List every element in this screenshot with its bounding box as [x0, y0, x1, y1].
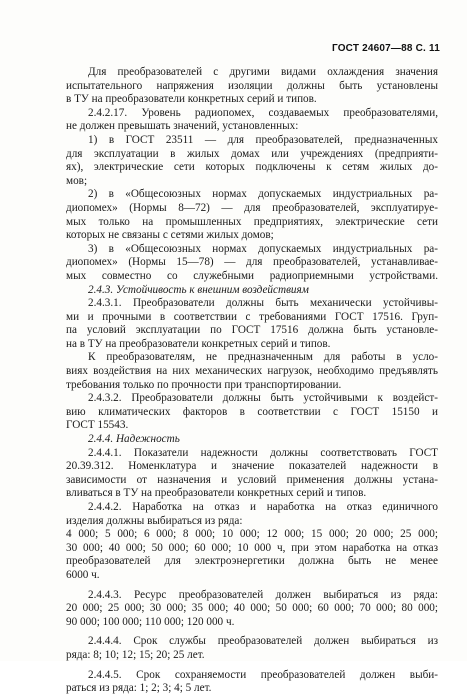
text-line: раться из ряда: 1; 2; 3; 4; 5 лет.: [66, 682, 212, 695]
document-body: [66, 66, 438, 696]
text-line: изделия должны выбираться из ряда:: [66, 514, 243, 527]
text-line: для эксплуатации в жилых домах или учреждениях (предприяти-: [66, 147, 438, 160]
text-line: Для преобразователей с другими видами охлаждения значения: [88, 66, 438, 78]
text-line: ми и прочными в соответствии с требованиями ГОСТ 17516. Груп-: [66, 310, 438, 323]
text-line: диопомех» (Нормы 8—72) — для преобразователей, эксплуатируе-: [66, 201, 438, 214]
text-line: 2.4.4.4. Срок службы преобразователей должен выбираться из: [88, 635, 438, 648]
text-line: 2.4.2.17. Уровень радиопомех, создаваемых преобразователями,: [88, 106, 438, 119]
text-line: па условий эксплуатации по ГОСТ 17516 должна быть установле-: [66, 324, 438, 337]
text-line: 2.4.4.1. Показатели надежности должны соответствовать ГОСТ: [88, 446, 438, 459]
text-line: требования только по прочности при транспортировании.: [66, 378, 342, 391]
text-line: виях воздействия на них механических нагрузок, необходимо предъявлять: [66, 365, 438, 378]
text-line: мов;: [66, 174, 88, 187]
text-line: 2.4.4.3. Ресурс преобразователей должен выбираться из ряда:: [88, 588, 438, 601]
text-line: вливаться в ТУ на преобразователи конкретных серий и типов.: [66, 487, 367, 500]
section-heading: 2.4.3. Устойчивость к внешним воздействиям: [88, 283, 309, 296]
page-header: ГОСТ 24607—88 С. 11: [331, 43, 440, 54]
text-line: не должен превышать значений, установленных:: [66, 120, 299, 133]
text-line: 30 000; 40 000; 50 000; 60 000; 10 000 ч, при этом наработка на отказ: [66, 541, 438, 554]
text-line: 2) в «Общесоюзных нормах допускаемых индустриальных ра-: [88, 188, 438, 201]
text-line: в ТУ на преобразователи конкретных серий и типов.: [66, 93, 317, 106]
text-line: мых совместно со служебными радиоприемными устройствами.: [66, 269, 438, 282]
text-line: 4 000; 5 000; 6 000; 8 000; 10 000; 12 000; 15 000; 20 000; 25 000;: [66, 528, 438, 541]
text-line: преобразователей для электроэнергетики должна быть не менее: [66, 555, 438, 568]
text-line: мых только на промышленных предприятиях, электрические сети: [66, 215, 438, 228]
text-line: 2.4.3.2. Преобразователи должны быть устойчивыми к воздейст-: [88, 392, 438, 405]
text-line: испытательного напряжения изоляции должны быть установлены: [66, 79, 438, 92]
text-line: зависимости от назначения и условий применения должны устана-: [66, 473, 438, 486]
text-line: К преобразователям, не предназначенным для работы в усло-: [88, 351, 438, 364]
text-line: вию климатических факторов в соответствии с ГОСТ 15150 и: [66, 405, 438, 418]
text-line: 20.39.312. Номенклатура и значение показателей надежности в: [66, 460, 438, 473]
text-line: ГОСТ 15543.: [66, 419, 129, 432]
text-line: ях), электрические сети которых подключены к сетям жилых до-: [66, 161, 438, 174]
text-line: 1) в ГОСТ 23511 — для преобразователей, предназначенных: [88, 133, 438, 146]
text-line: 6000 ч.: [66, 568, 100, 581]
text-line: которых не связаны с сетями жилых домов;: [66, 229, 274, 242]
text-line: 3) в «Общесоюзных нормах допускаемых индустриальных ра-: [88, 242, 438, 255]
text-line: 2.4.4.2. Наработка на отказ и наработка на отказ единичного: [88, 501, 438, 513]
text-line: ряда: 8; 10; 12; 15; 20; 25 лет.: [66, 648, 205, 661]
section-heading: 2.4.4. Надежность: [88, 433, 180, 446]
text-line: на в ТУ на преобразователи конкретных серий и типов.: [66, 337, 331, 350]
text-line: 20 000; 25 000; 30 000; 35 000; 40 000; 50 000; 60 000; 70 000; 80 000;: [66, 602, 438, 615]
text-line: диопомех» (Нормы 15—78) — для преобразователей, устанавливае-: [66, 256, 438, 269]
text-line: 90 000; 100 000; 110 000; 120 000 ч.: [66, 615, 235, 628]
text-line: 2.4.3.1. Преобразователи должны быть механически устойчивы-: [88, 297, 438, 310]
text-line: 2.4.4.5. Срок сохраняемости преобразователей должен выби-: [88, 668, 438, 681]
